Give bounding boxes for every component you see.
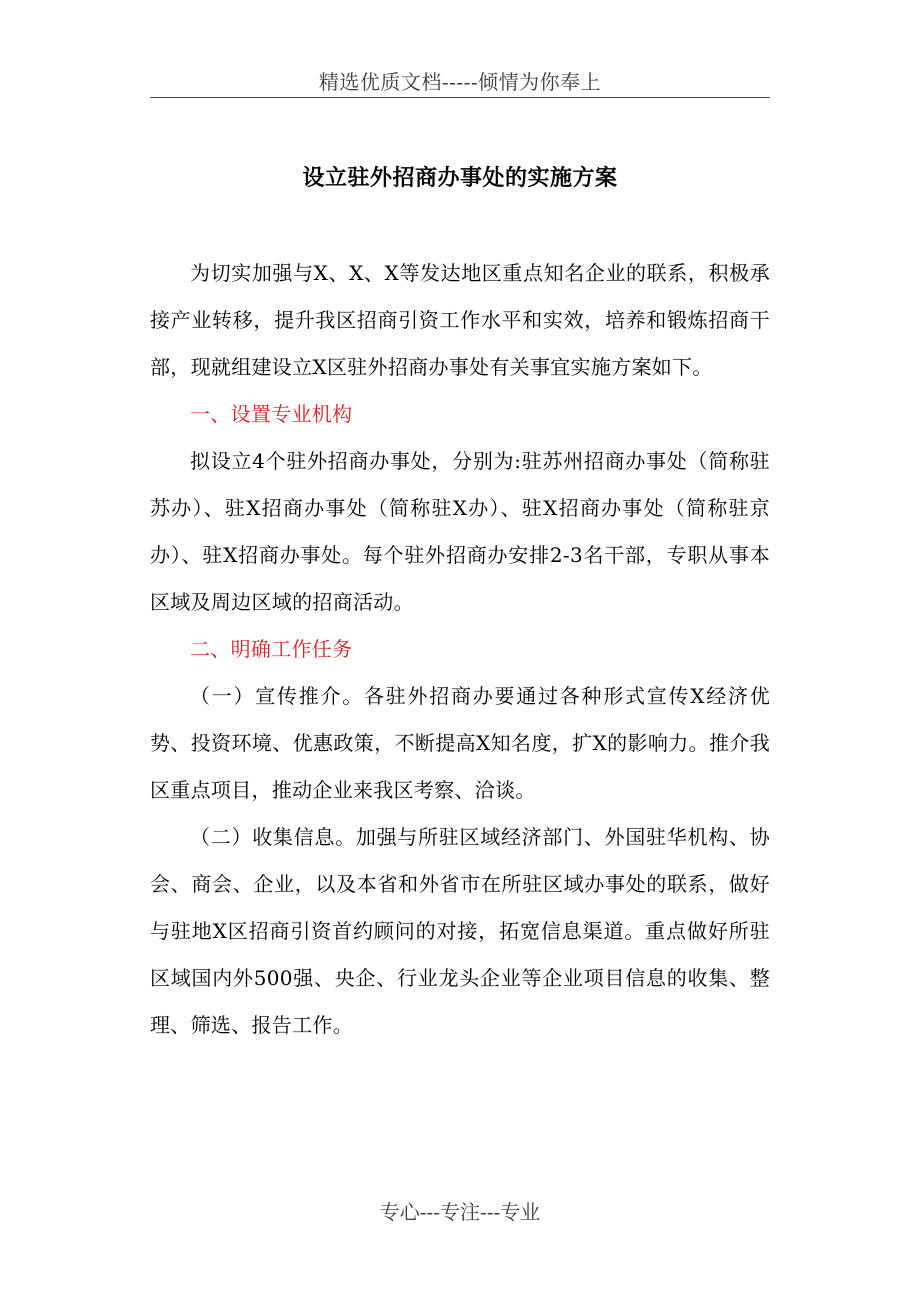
section-2-heading: 二、明确工作任务	[190, 637, 353, 661]
section-2-item-1: （一）宣传推介。各驻外招商办要通过各种形式宣传X经济优势、投资环境、优惠政策，不断提高X知名度，扩X的影响力。推介我区重点项目，推动企业来我区考察、洽谈。	[150, 684, 770, 802]
section-1-paragraph: 拟设立4个驻外招商办事处，分别为:驻苏州招商办事处（简称驻苏办）、驻X招商办事处（简称驻X办）、驻X招商办事处（简称驻京办）、驻X招商办事处。每个驻外招商办安排2-3名干部，专职从事本区域及周边区域的招商活动。	[150, 449, 770, 614]
section-1-heading: 一、设置专业机构	[190, 402, 353, 426]
document-body	[150, 250, 770, 1049]
document-title: 设立驻外招商办事处的实施方案	[302, 165, 618, 191]
header-divider	[150, 97, 770, 98]
page-footer: 专心---专注---专业	[379, 1200, 541, 1224]
intro-paragraph: 为切实加强与X、X、X等发达地区重点知名企业的联系，积极承接产业转移，提升我区招商引资工作水平和实效，培养和锻炼招商干部，现就组建设立X区驻外招商办事处有关事宜实施方案如下。	[150, 261, 770, 379]
page-header: 精选优质文档-----倾情为你奉上	[318, 70, 602, 94]
section-2-item-2: （二）收集信息。加强与所驻区域经济部门、外国驻华机构、协会、商会、企业，以及本省和外省市在所驻区域办事处的联系，做好与驻地X区招商引资首约顾问的对接，拓宽信息渠道。重点做好所驻区域国内外500强、央企、行业龙头企业等企业项目信息的收集、整理、筛选、报告工作。	[150, 825, 770, 1037]
